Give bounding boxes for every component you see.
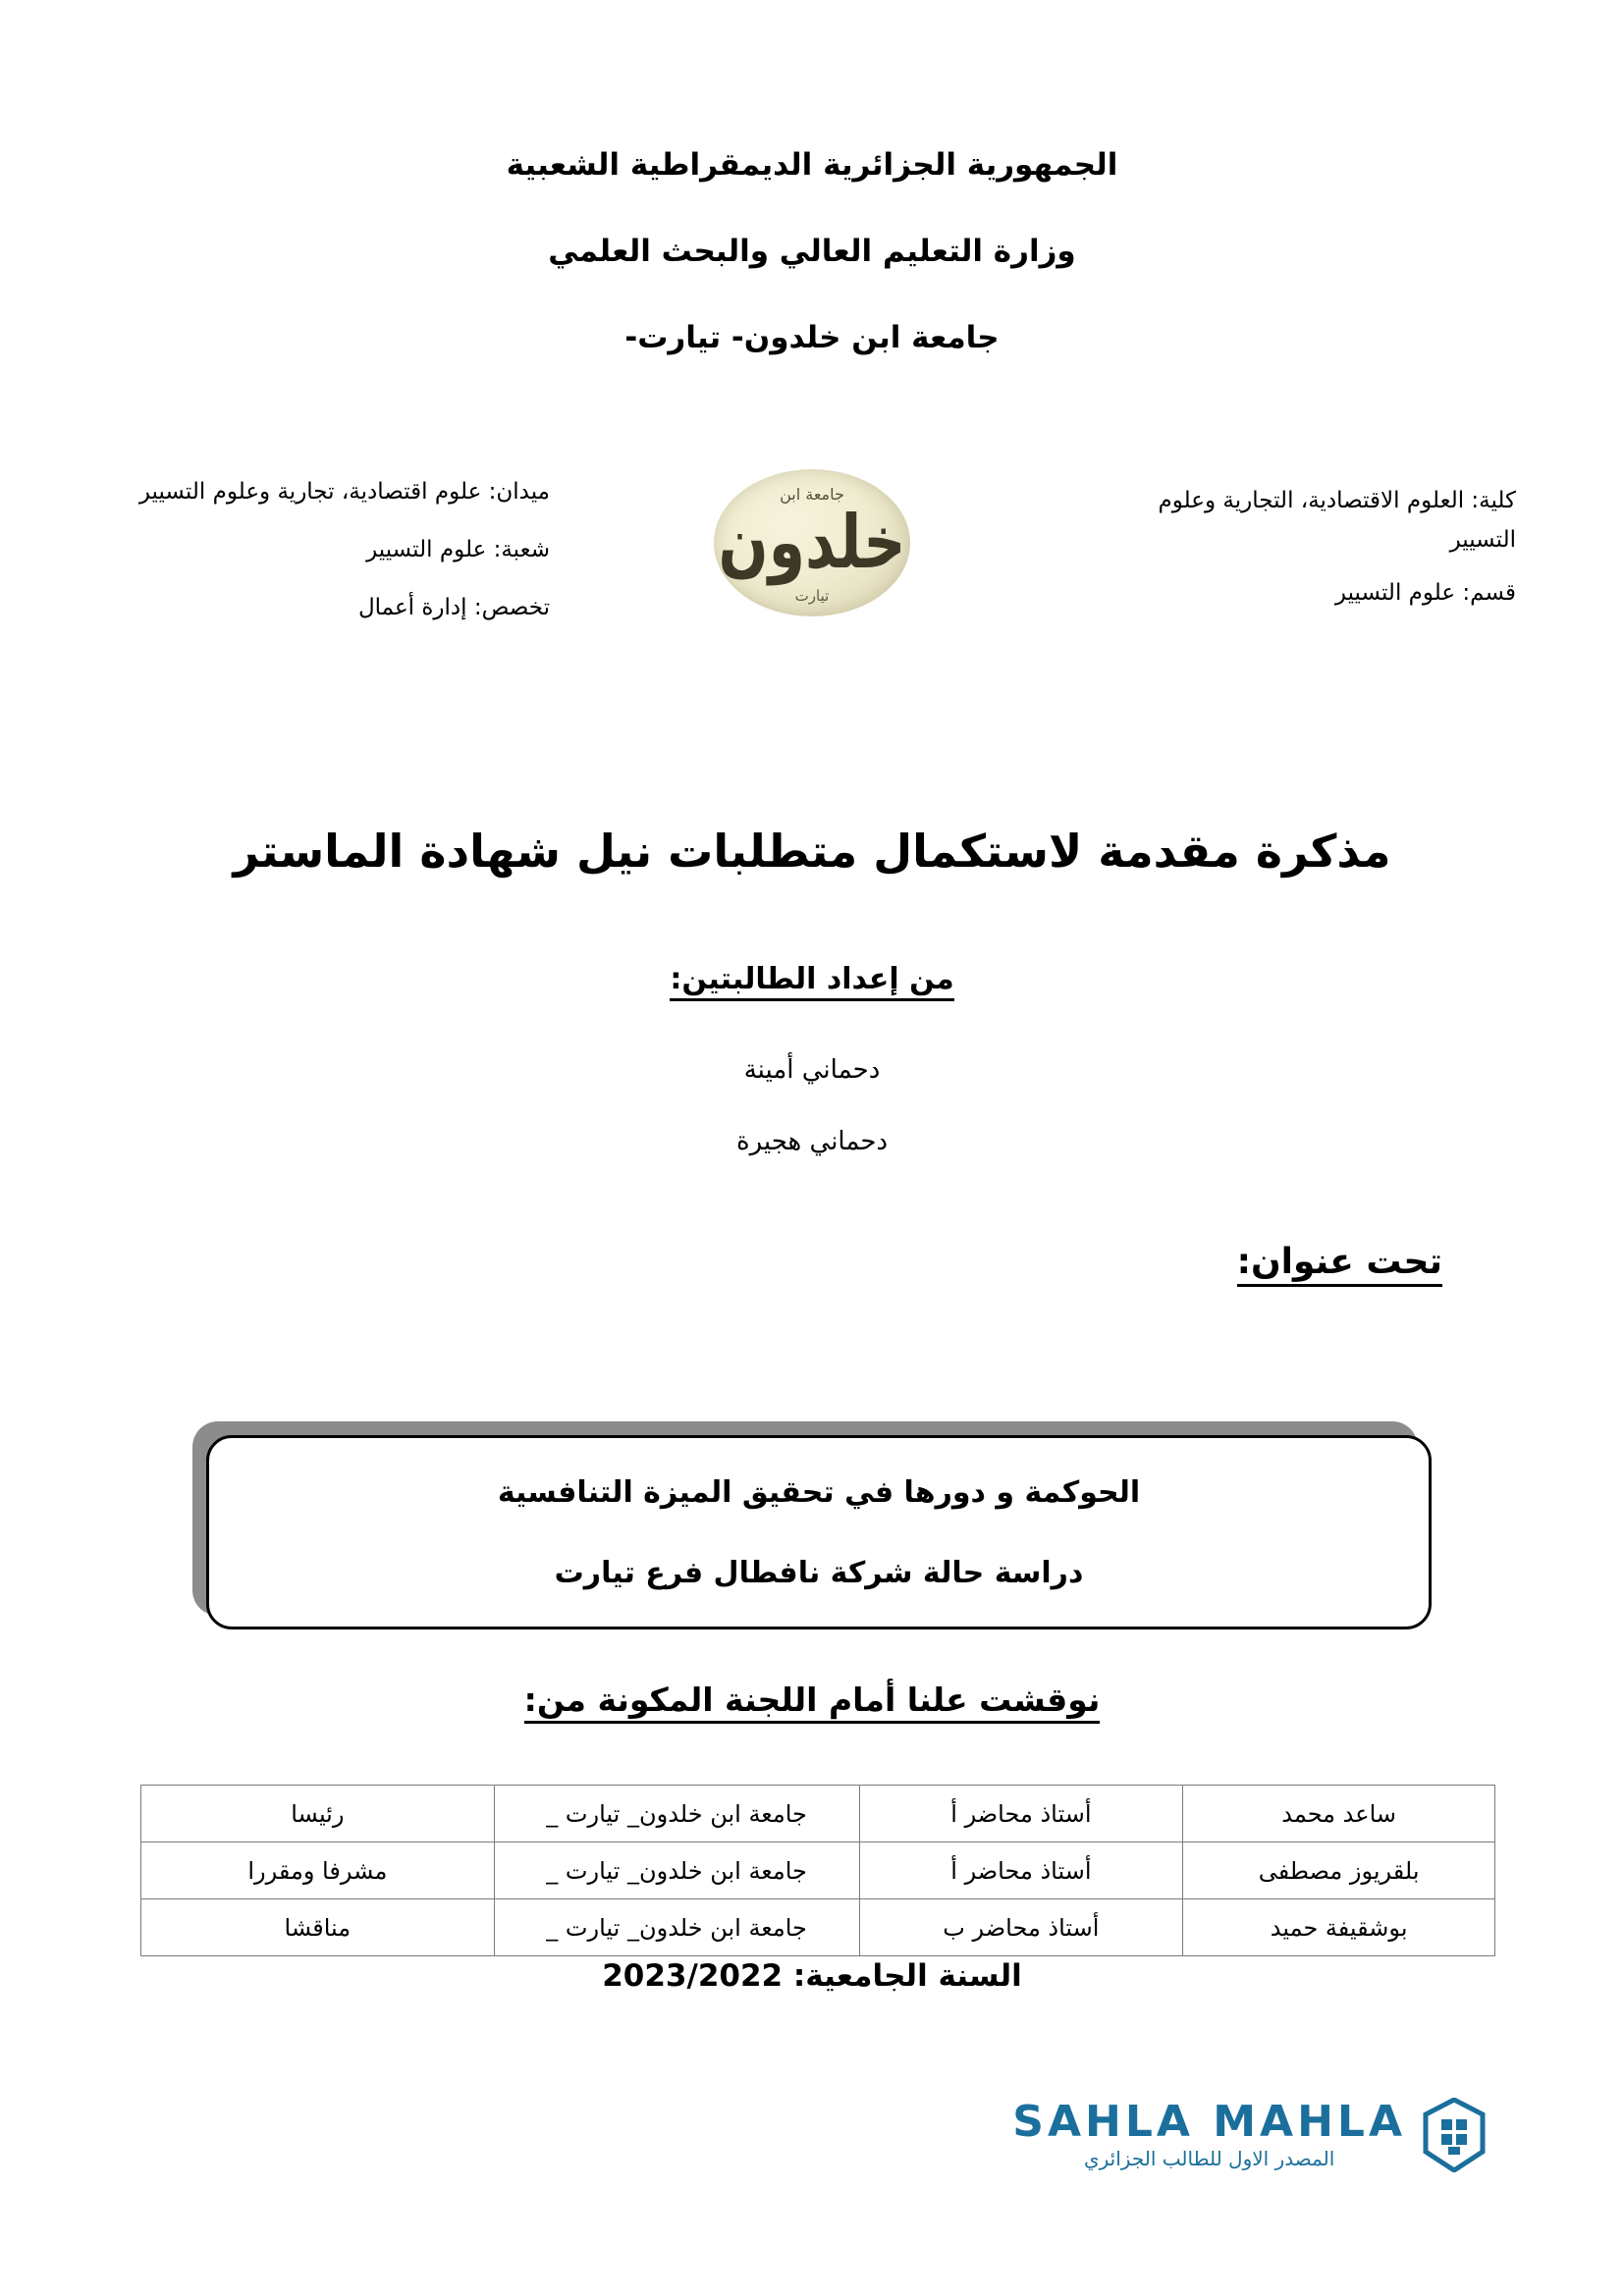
institution-info-row	[108, 481, 1516, 687]
brand-watermark	[1012, 2098, 1487, 2172]
jury-table	[140, 1785, 1495, 1956]
university-logo	[714, 469, 910, 616]
table-row	[141, 1842, 1495, 1899]
jury-university: جامعة ابن خلدون_ تيارت _	[494, 1786, 859, 1842]
jury-role: مشرفا ومقررا	[141, 1842, 495, 1899]
jury-university: جامعة ابن خلدون_ تيارت _	[494, 1899, 859, 1956]
academic-year-line	[0, 1958, 1624, 1994]
specialty-line: تخصص: إدارة أعمال	[357, 595, 550, 620]
brand-tagline: المصدر الاول للطالب الجزائري	[1083, 2147, 1335, 2171]
thesis-title-main: الحوكمة و دورها في تحقيق الميزة التنافسية	[497, 1474, 1141, 1510]
students-list	[0, 1055, 1624, 1199]
thesis-title-case-study: دراسة حالة شركة نافطال فرع تيارت	[554, 1555, 1084, 1590]
program-info-block	[108, 481, 550, 655]
jury-rank: أستاذ محاضر أ	[859, 1842, 1183, 1899]
jury-name: ساعد محمد	[1183, 1786, 1495, 1842]
header-line-university: جامعة ابن خلدون- تيارت-	[624, 320, 1000, 355]
table-row	[141, 1786, 1495, 1842]
field-line: ميدان: علوم اقتصادية، تجارية وعلوم التسيير	[138, 479, 550, 505]
prepared-by-heading: من إعداد الطالبتين:	[670, 962, 953, 1001]
under-title-section	[1237, 1242, 1442, 1287]
thesis-purpose-title: مذكرة مقدمة لاستكمال متطلبات نيل شهادة الماستر	[233, 825, 1391, 878]
prepared-by-section	[0, 962, 1624, 1001]
jury-heading: نوقشت علنا أمام اللجنة المكونة من:	[524, 1681, 1101, 1724]
academic-year-label: السنة الجامعية:	[792, 1958, 1022, 1994]
faculty-line: كلية: العلوم الاقتصادية، التجارية وعلوم التسيير	[1158, 488, 1516, 554]
header-line-republic: الجمهورية الجزائرية الديمقراطية الشعبية	[506, 147, 1118, 183]
department-line: قسم: علوم التسيير	[1334, 579, 1516, 606]
table-row	[141, 1899, 1495, 1956]
jury-university: جامعة ابن خلدون_ تيارت _	[494, 1842, 859, 1899]
header-line-ministry: وزارة التعليم العالي والبحث العلمي	[548, 234, 1076, 269]
brand-logo-icon	[1422, 2098, 1487, 2172]
seal-bottom-text: تيارت	[794, 587, 830, 605]
jury-rank: أستاذ محاضر أ	[859, 1786, 1183, 1842]
brand-text-block	[1012, 2096, 1406, 2171]
jury-rank: أستاذ محاضر ب	[859, 1899, 1183, 1956]
seal-main-text: خلدون	[718, 500, 906, 586]
brand-name: SAHLA MAHLA	[1012, 2096, 1406, 2147]
university-seal-icon	[714, 469, 910, 616]
thesis-title-box	[206, 1435, 1432, 1629]
student-name: دحماني هجيرة	[735, 1127, 889, 1156]
jury-section-heading-wrap	[0, 1681, 1624, 1724]
faculty-info-block	[1094, 481, 1516, 640]
student-name: دحماني أمينة	[743, 1055, 881, 1085]
jury-name: بوشقيفة حميد	[1183, 1899, 1495, 1956]
seal-top-text: جامعة ابن	[780, 485, 844, 504]
under-title-heading: تحت عنوان:	[1237, 1242, 1442, 1287]
jury-name: بلقريوز مصطفى	[1183, 1842, 1495, 1899]
branch-line: شعبة: علوم التسيير	[366, 537, 550, 562]
academic-year-value: 2023/2022	[602, 1958, 784, 1994]
document-header	[0, 147, 1624, 355]
jury-role: مناقشا	[141, 1899, 495, 1956]
jury-role: رئيسا	[141, 1786, 495, 1842]
thesis-title-box-wrapper	[192, 1421, 1432, 1629]
